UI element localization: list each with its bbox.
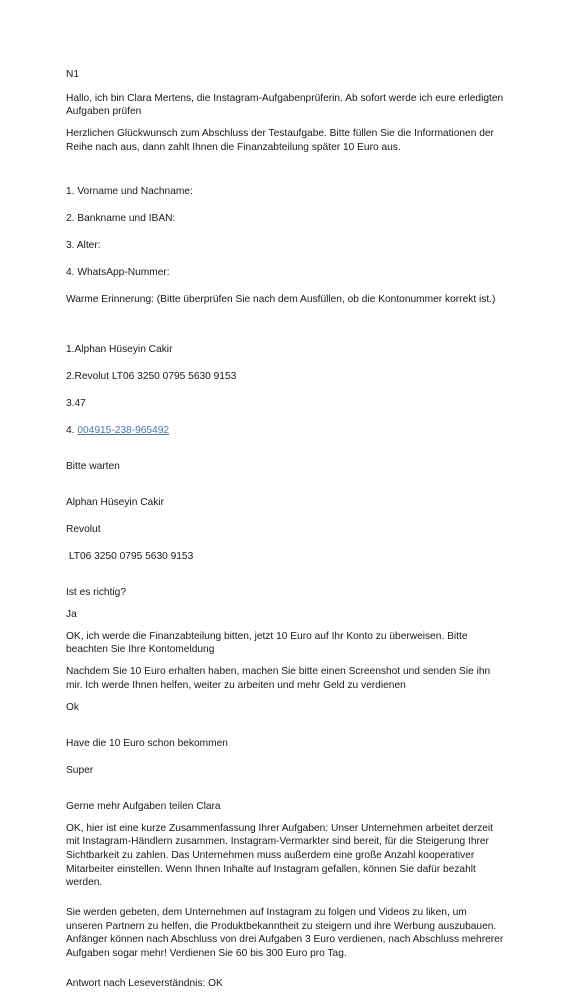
spacer (66, 163, 506, 171)
question-message: Ist es richtig? (66, 586, 127, 598)
phone-link[interactable]: 004915-238-965492 (77, 425, 170, 437)
form-item: 2. Bankname und IBAN: (66, 212, 176, 224)
answer-prompt: Antwort nach Leseverständnis: OK (66, 978, 223, 990)
doc-heading: N1 (66, 69, 80, 80)
instructions-paragraph: Sie werden gebeten, dem Unternehmen auf Instagram zu folgen und Videos zu liken, um unseren Partnern zu helfen, die Produktbekanntheit zu steigern und ihre Werbung auszubauen. Anfänger können nach Abschluss von drei Aufgaben 3 Euro verdienen, nach Abschluss mehrerer Aufgaben sogar mehr! Verdienen Sie 60 bis 300 Euro pro Tag. (66, 907, 504, 960)
summary-paragraph: OK, hier ist eine kurze Zusammenfassung Ihrer Aufgaben: Unser Unternehmen arbeitet derzeit mit Instagram-Händlern zusammen. Instagram-Vermarkter sind bereit, für die Steigerung Ihrer Sichtbarkeit zu zahlen. Das Unternehmen muss außerdem eine große Anzahl kooperativer Mitarbeiter einstellen. Wenn Ihnen Inhalte auf Instagram gefallen, können Sie dafür bezahlt werden. (66, 822, 493, 889)
received-block (66, 723, 506, 791)
warm-reminder: Warme Erinnerung: (Bitte überprüfen Sie nach dem Ausfüllen, ob die Kontonummer korrekt ist.) (66, 294, 496, 306)
wait-message: Bitte warten (66, 460, 120, 472)
intro-paragraph: Hallo, ich bin Clara Mertens, die Instagram-Aufgabenprüferin. Ab sofort werde ich eure erledigten Aufgaben prüfen (66, 92, 504, 118)
answer-age: 3.47 (66, 397, 86, 409)
confirm-block (66, 482, 506, 577)
form-item: 3. Alter: (66, 239, 101, 251)
yes-message: Ja (66, 608, 77, 620)
document-page (66, 68, 506, 999)
received-line: Have die 10 Euro schon bekommen (66, 737, 228, 749)
form-item: 4. WhatsApp-Nummer: (66, 267, 170, 279)
answer-phone-prefix: 4. (66, 425, 78, 437)
confirm-name: Alphan Hüseyin Cakir (66, 496, 164, 508)
answers-block (66, 329, 506, 451)
after-receive-paragraph: Nachdem Sie 10 Euro erhalten haben, machen Sie bitte einen Screenshot und senden Sie ihn mir. Ich werde Ihnen helfen, weiter zu arbeiten und mehr Geld zu verdienen (66, 666, 491, 692)
form-list (66, 171, 506, 321)
super-line: Super (66, 765, 94, 777)
confirm-iban: LT06 3250 0795 5630 9153 (66, 550, 194, 562)
spacer (66, 898, 506, 906)
confirm-bank: Revolut (66, 523, 101, 535)
spacer (66, 969, 506, 977)
transfer-paragraph: OK, ich werde die Finanzabteilung bitten, jetzt 10 Euro auf Ihr Konto zu überweisen. Bitte beachten Sie Ihre Kontomeldung (66, 630, 468, 656)
more-tasks-message: Gerne mehr Aufgaben teilen Clara (66, 800, 221, 812)
answer-bank: 2.Revolut LT06 3250 0795 5630 9153 (66, 370, 237, 382)
ok-message: Ok (66, 702, 80, 714)
form-item: 1. Vorname und Nachname: (66, 185, 193, 197)
answer-phone (66, 424, 506, 438)
answer-name: 1.Alphan Hüseyin Cakir (66, 343, 173, 355)
congrats-paragraph: Herzlichen Glückwunsch zum Abschluss der Testaufgabe. Bitte füllen Sie die Informationen der Reihe nach aus, dann zahlt Ihnen die Finanzabteilung später 10 Euro aus. (66, 128, 494, 153)
